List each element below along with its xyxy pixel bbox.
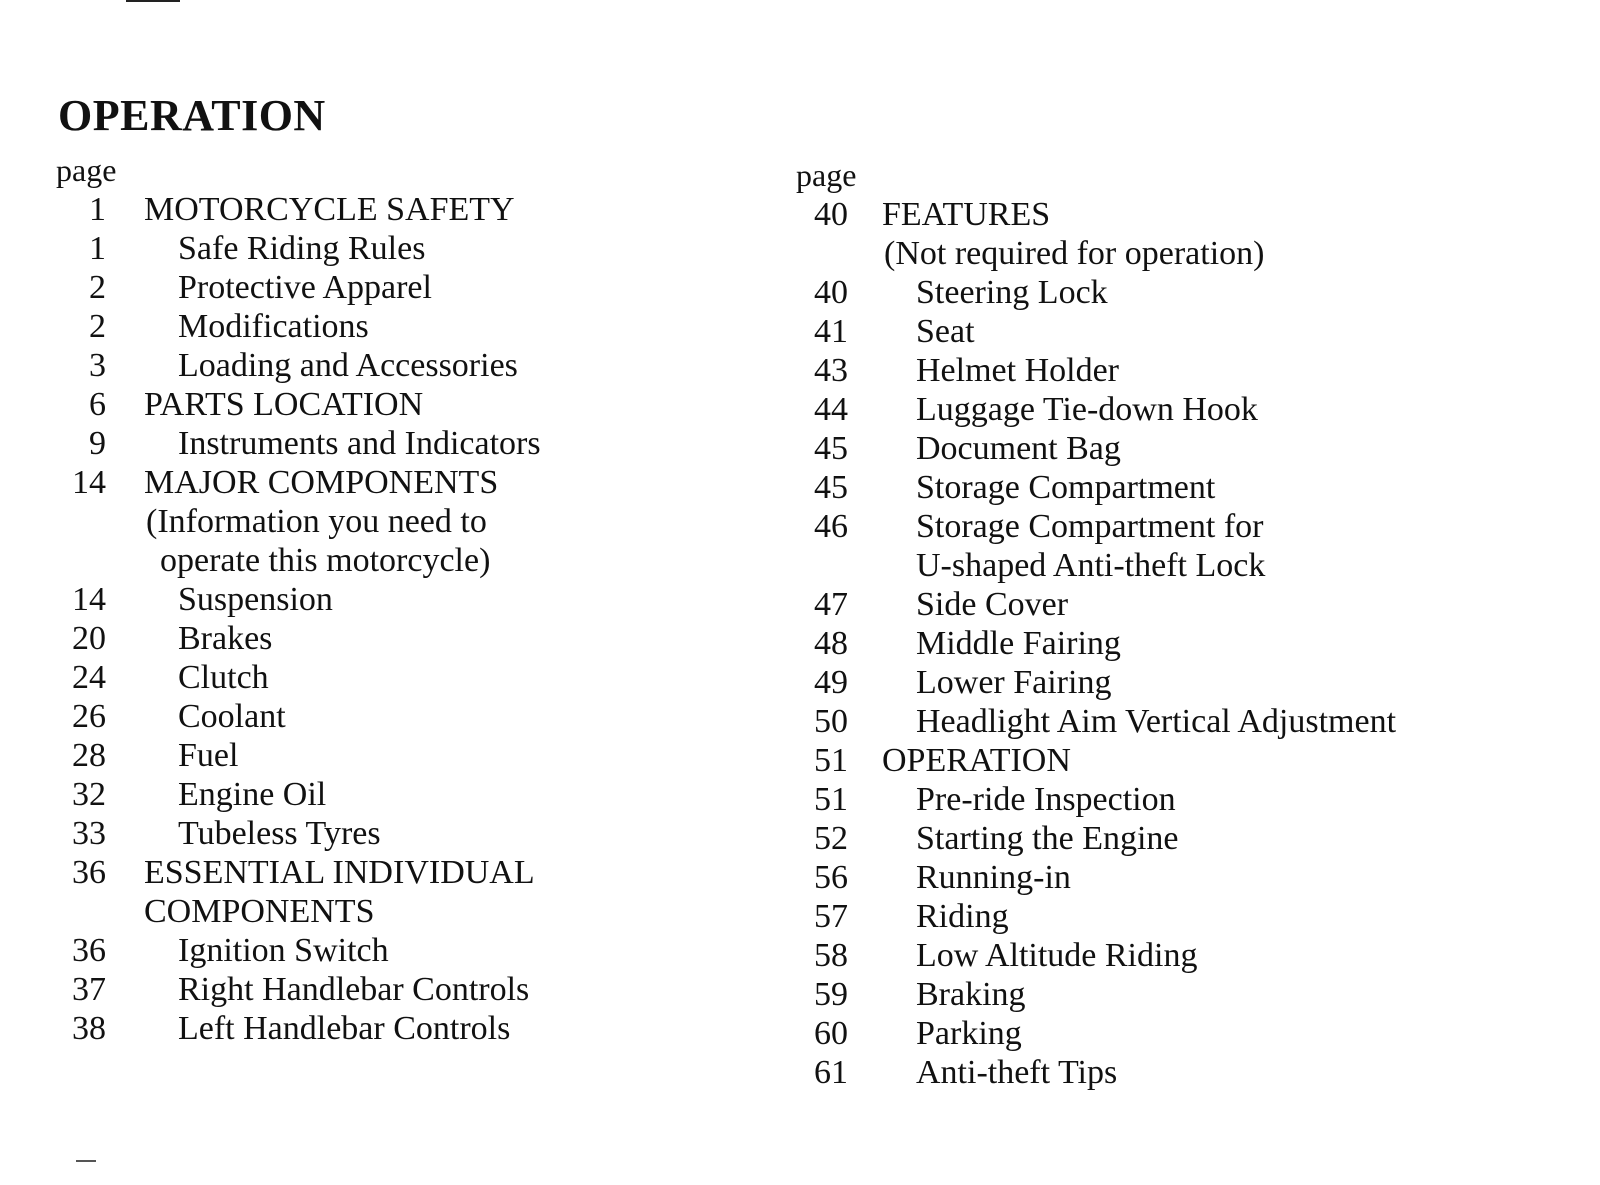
toc-entry[interactable] bbox=[56, 775, 541, 814]
toc-entry-label: PARTS LOCATION bbox=[144, 386, 424, 423]
toc-page-number: 40 bbox=[814, 196, 848, 233]
toc-entry-label: Document Bag bbox=[916, 430, 1121, 467]
toc-entry[interactable] bbox=[810, 390, 1396, 429]
toc-page-number: 56 bbox=[814, 859, 848, 896]
toc-page-number: 51 bbox=[814, 742, 848, 779]
page-edge-mark-top bbox=[126, 0, 180, 2]
toc-entry-label: Parking bbox=[916, 1015, 1022, 1052]
toc-entry-label: Brakes bbox=[178, 620, 273, 657]
toc-entry-label: Engine Oil bbox=[178, 776, 327, 813]
toc-entry-label: Anti-theft Tips bbox=[916, 1054, 1118, 1091]
toc-entry-label: Luggage Tie-down Hook bbox=[916, 391, 1258, 428]
page-column-header: page bbox=[796, 157, 857, 193]
toc-page-number: 1 bbox=[89, 191, 106, 228]
toc-entry-label: U-shaped Anti-theft Lock bbox=[916, 547, 1266, 584]
toc-column-left bbox=[56, 150, 541, 1048]
toc-page-number: 1 bbox=[89, 230, 106, 267]
toc-column-right bbox=[796, 155, 1397, 1092]
page-column-header: page bbox=[56, 152, 117, 188]
toc-entry-label: ESSENTIAL INDIVIDUAL bbox=[144, 854, 535, 891]
toc-page-number: 24 bbox=[72, 659, 106, 696]
toc-entry-label: Headlight Aim Vertical Adjustment bbox=[916, 703, 1397, 740]
toc-entry[interactable] bbox=[56, 424, 541, 463]
toc-entry-label: MOTORCYCLE SAFETY bbox=[144, 191, 515, 228]
toc-page-number: 51 bbox=[814, 781, 848, 818]
toc-entry[interactable] bbox=[56, 1009, 541, 1048]
toc-entry[interactable] bbox=[810, 975, 1396, 1014]
toc-page-number: 36 bbox=[72, 932, 106, 969]
toc-entry-label: Braking bbox=[916, 976, 1026, 1013]
toc-entry[interactable] bbox=[56, 463, 541, 502]
toc-entry[interactable] bbox=[56, 307, 541, 346]
toc-page-number: 33 bbox=[72, 815, 106, 852]
toc-entry[interactable] bbox=[810, 507, 1396, 546]
toc-page-number: 60 bbox=[814, 1015, 848, 1052]
toc-entry[interactable] bbox=[810, 1014, 1396, 1053]
toc-entry-label: Side Cover bbox=[916, 586, 1069, 623]
toc-page-number: 9 bbox=[89, 425, 106, 462]
toc-entry-label: Steering Lock bbox=[916, 274, 1108, 311]
toc-entry-label: Helmet Holder bbox=[916, 352, 1119, 389]
toc-page-number: 45 bbox=[814, 430, 848, 467]
toc-entry[interactable] bbox=[56, 502, 541, 541]
toc-entry-label: Loading and Accessories bbox=[178, 347, 518, 384]
toc-entry-label: Suspension bbox=[178, 581, 333, 618]
toc-entry-label: Safe Riding Rules bbox=[178, 230, 426, 267]
toc-entry[interactable] bbox=[810, 273, 1396, 312]
toc-entry-label: (Information you need to bbox=[146, 503, 487, 540]
toc-entry[interactable] bbox=[56, 736, 541, 775]
toc-page-number: 45 bbox=[814, 469, 848, 506]
toc-entry-label: Low Altitude Riding bbox=[916, 937, 1198, 974]
toc-page-number: 6 bbox=[89, 386, 106, 423]
toc-entry[interactable] bbox=[56, 892, 541, 931]
toc-page-number: 49 bbox=[814, 664, 848, 701]
toc-entry[interactable] bbox=[56, 385, 541, 424]
toc-entry[interactable] bbox=[56, 970, 541, 1009]
toc-page-number: 47 bbox=[814, 586, 848, 623]
toc-entry-label: FEATURES bbox=[882, 196, 1051, 233]
toc-entry[interactable] bbox=[56, 658, 541, 697]
toc-entry-label: Lower Fairing bbox=[916, 664, 1112, 701]
toc-entry-label: OPERATION bbox=[882, 742, 1071, 779]
toc-entry[interactable] bbox=[810, 1053, 1396, 1092]
toc-page-number: 2 bbox=[89, 308, 106, 345]
toc-entry[interactable] bbox=[810, 312, 1396, 351]
toc-page-number: 43 bbox=[814, 352, 848, 389]
page-edge-mark-bottom bbox=[76, 1160, 96, 1162]
toc-entry-label: operate this motorcycle) bbox=[160, 542, 491, 579]
toc-page-number: 41 bbox=[814, 313, 848, 350]
toc-entry-label: Coolant bbox=[178, 698, 286, 735]
toc-page-number: 36 bbox=[72, 854, 106, 891]
toc-page-number: 32 bbox=[72, 776, 106, 813]
toc-entry-label: Middle Fairing bbox=[916, 625, 1121, 662]
toc-list-left bbox=[56, 190, 541, 1048]
toc-entry[interactable] bbox=[810, 429, 1396, 468]
toc-entry[interactable] bbox=[56, 619, 541, 658]
toc-entry[interactable] bbox=[56, 931, 541, 970]
toc-entry-label: Modifications bbox=[178, 308, 369, 345]
toc-entry[interactable] bbox=[810, 624, 1396, 663]
toc-entry-label: Storage Compartment bbox=[916, 469, 1216, 506]
toc-entry-label: Seat bbox=[916, 313, 975, 350]
toc-page-number: 59 bbox=[814, 976, 848, 1013]
toc-entry-label: MAJOR COMPONENTS bbox=[144, 464, 499, 501]
toc-entry[interactable] bbox=[56, 697, 541, 736]
page-title: OPERATION bbox=[58, 91, 326, 140]
toc-entry[interactable] bbox=[810, 780, 1396, 819]
toc-page-number: 61 bbox=[814, 1054, 848, 1091]
toc-entry[interactable] bbox=[810, 546, 1396, 585]
toc-page-number: 20 bbox=[72, 620, 106, 657]
toc-page-number: 38 bbox=[72, 1010, 106, 1047]
toc-entry[interactable] bbox=[810, 585, 1396, 624]
toc-list-right bbox=[810, 195, 1396, 1092]
toc-entry[interactable] bbox=[810, 468, 1396, 507]
toc-page-number: 44 bbox=[814, 391, 848, 428]
toc-page-number: 3 bbox=[89, 347, 106, 384]
toc-page-number: 28 bbox=[72, 737, 106, 774]
toc-page-number: 48 bbox=[814, 625, 848, 662]
toc-page-number: 57 bbox=[814, 898, 848, 935]
toc-entry[interactable] bbox=[810, 234, 1396, 273]
toc-entry[interactable] bbox=[56, 229, 541, 268]
toc-entry-label: (Not required for operation) bbox=[884, 235, 1265, 272]
toc-entry[interactable] bbox=[810, 858, 1396, 897]
toc-entry[interactable] bbox=[56, 190, 541, 229]
toc-entry-label: Ignition Switch bbox=[178, 932, 389, 969]
toc-entry[interactable] bbox=[810, 702, 1396, 741]
toc-page-number: 46 bbox=[814, 508, 848, 545]
toc-page-number: 58 bbox=[814, 937, 848, 974]
toc-entry-label: Instruments and Indicators bbox=[178, 425, 541, 462]
toc-entry[interactable] bbox=[56, 541, 541, 580]
toc-page-number: 52 bbox=[814, 820, 848, 857]
toc-entry[interactable] bbox=[56, 814, 541, 853]
toc-entry-label: COMPONENTS bbox=[144, 893, 375, 930]
toc-entry[interactable] bbox=[810, 741, 1396, 780]
toc-entry[interactable] bbox=[810, 819, 1396, 858]
toc-entry-label: Fuel bbox=[178, 737, 239, 774]
toc-entry[interactable] bbox=[56, 853, 541, 892]
toc-page-number: 26 bbox=[72, 698, 106, 735]
toc-entry-label: Pre-ride Inspection bbox=[916, 781, 1176, 818]
toc-entry[interactable] bbox=[810, 195, 1396, 234]
toc-entry[interactable] bbox=[810, 936, 1396, 975]
toc-page-number: 14 bbox=[72, 581, 106, 618]
toc-entry[interactable] bbox=[56, 580, 541, 619]
toc-page-number: 14 bbox=[72, 464, 106, 501]
toc-entry-label: Clutch bbox=[178, 659, 269, 696]
toc-entry[interactable] bbox=[810, 897, 1396, 936]
toc-entry-label: Storage Compartment for bbox=[916, 508, 1264, 545]
toc-entry-label: Right Handlebar Controls bbox=[178, 971, 530, 1008]
toc-page-number: 40 bbox=[814, 274, 848, 311]
toc-entry-label: Starting the Engine bbox=[916, 820, 1179, 857]
toc-entry-label: Running-in bbox=[916, 859, 1071, 896]
toc-page-number: 50 bbox=[814, 703, 848, 740]
toc-entry-label: Riding bbox=[916, 898, 1009, 935]
toc-page-number: 2 bbox=[89, 269, 106, 306]
toc-entry-label: Left Handlebar Controls bbox=[178, 1010, 511, 1047]
toc-entry[interactable] bbox=[810, 351, 1396, 390]
toc-page-number: 37 bbox=[72, 971, 106, 1008]
toc-entry[interactable] bbox=[810, 663, 1396, 702]
toc-entry-label: Protective Apparel bbox=[178, 269, 432, 306]
toc-entry[interactable] bbox=[56, 268, 541, 307]
toc-entry-label: Tubeless Tyres bbox=[178, 815, 381, 852]
toc-entry[interactable] bbox=[56, 346, 541, 385]
